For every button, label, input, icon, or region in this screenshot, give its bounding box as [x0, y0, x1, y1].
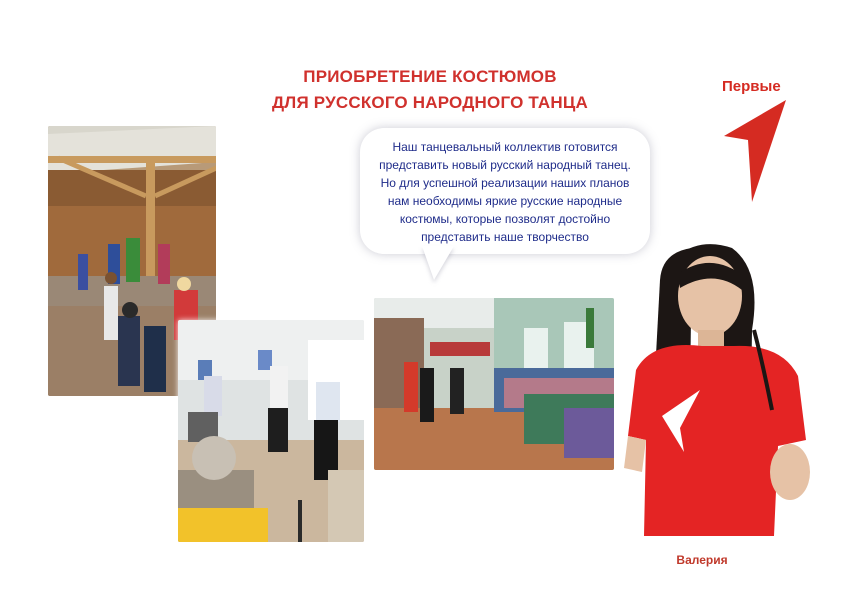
bubble-line: нам необходимы яркие русские народные: [387, 194, 623, 208]
title-line-1: ПРИОБРЕТЕНИЕ КОСТЮМОВ: [303, 67, 557, 86]
person-name: Валерия: [676, 553, 728, 567]
page-title: [250, 64, 610, 116]
logo-text: Первые: [722, 78, 781, 95]
photo-hall-audience: [374, 298, 614, 470]
bubble-line: представить наше творчество: [421, 230, 589, 244]
bubble-text: [360, 138, 650, 246]
title-line-2: ДЛЯ РУССКОГО НАРОДНОГО ТАНЦА: [272, 93, 588, 112]
bubble-line: костюмы, которые позволят достойно: [399, 212, 611, 226]
bubble-line: Наш танцевальный коллектив готовится: [392, 140, 618, 154]
bubble-line: представить новый русский народный танец.: [379, 158, 631, 172]
logo-arrow-icon: [722, 98, 788, 202]
photo-indoor-dance: [178, 320, 364, 542]
person-illustration: [622, 240, 812, 540]
bubble-line: Но для успешной реализации наших планов: [380, 176, 630, 190]
speech-bubble-tail: [422, 246, 454, 280]
